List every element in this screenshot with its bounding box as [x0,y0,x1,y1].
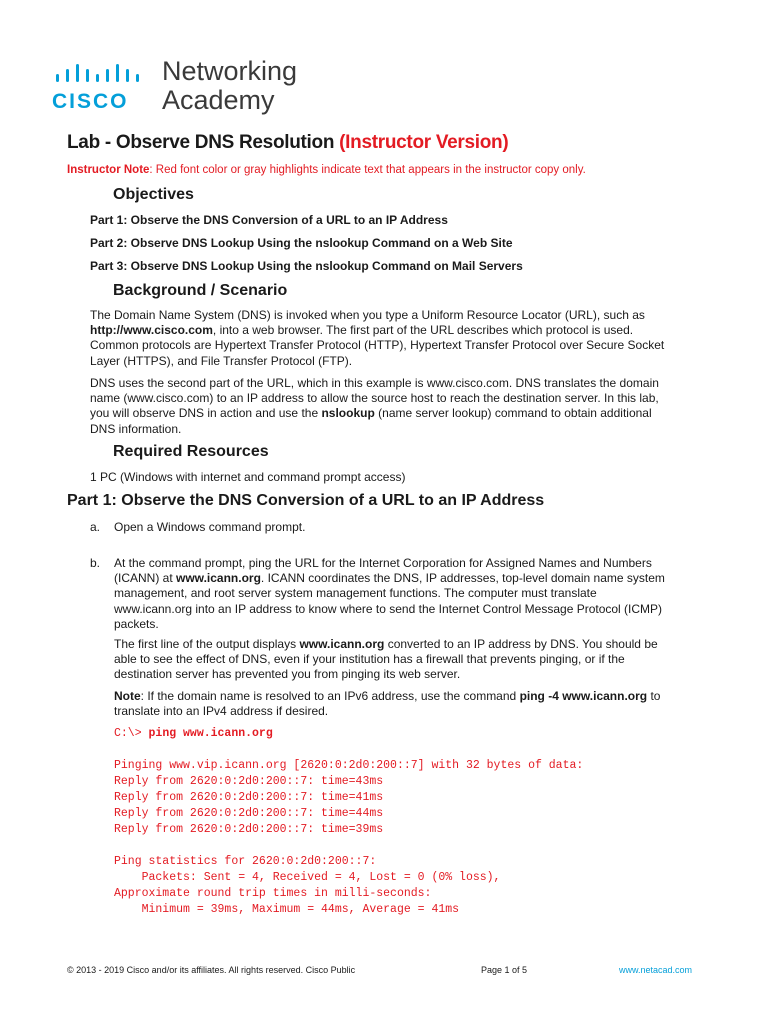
page-title [67,132,508,154]
note-command: ping -4 www.icann.org [519,689,648,703]
bg-p1-line3: Common protocols are Hypertext Transfer Protocol (HTTP), Hypertext Transfer Protocol over Secure Socket [90,338,665,353]
console-stats-line: Ping statistics for 2620:0:2d0:200::7: [114,855,377,868]
part1-heading: Part 1: Observe the DNS Conversion of a URL to an IP Address [67,492,545,509]
bg-p2-line1: DNS uses the second part of the URL, which in this example is www.cisco.com. DNS translates the domain [90,376,659,390]
first-line-l2: able to see the effect of DNS, even if your institution has a firewall that prevents pinging, or if the [114,652,625,667]
console-command: ping www.icann.org [148,727,273,740]
bg-p2-line3c: (name server lookup) command to obtain additional [378,406,652,421]
logo-academy-text: Academy [162,85,275,115]
bg-p1-line2-text: , into a web browser. The first part of the URL describes which protocol is used. [212,323,634,338]
background-paragraph-1 [90,308,710,369]
objective-part-3: Part 3: Observe DNS Lookup Using the nslookup Command on Mail Servers [90,259,523,273]
note-label: Note [114,689,141,703]
instructor-note-text: : Red font color or gray highlights indicate text that appears in the instructor copy only. [149,164,586,176]
console-line: Pinging www.vip.icann.org [2620:0:2d0:200::7] with 32 bytes of data: [114,759,584,772]
note-s1: : If the domain name is resolved to an IPv6 address, use the command [140,689,517,703]
console-stats-line: Minimum = 39ms, Maximum = 44ms, Average = 41ms [114,903,460,916]
console-stats-line: Approximate round trip times in milli-seconds: [114,887,432,900]
objective-part-2: Part 2: Observe DNS Lookup Using the nslookup Command on a Web Site [90,236,513,250]
first-line-l1 [114,637,714,652]
step-b-line2c: . ICANN coordinates the DNS, IP addresses, top-level domain name system [260,571,665,586]
step-b-line3: management, and root server system management functions. The computer must translate [114,586,597,601]
step-b-line2a: (ICANN) at [114,571,173,586]
background-heading: Background / Scenario [113,282,288,299]
cisco-bars-icon [54,64,154,88]
bg-p1-line2 [90,323,710,338]
resources-item: 1 PC (Windows with internet and command prompt access) [90,470,406,484]
first-line-paragraph [114,637,714,683]
console-line: Reply from 2620:0:2d0:200::7: time=39ms [114,823,384,836]
console-stats-line: Packets: Sent = 4, Received = 4, Lost = 0 (0% loss), [114,871,501,884]
note-line1 [114,689,714,704]
title-version: (Instructor Version) [339,132,509,153]
step-a-text: Open a Windows command prompt. [114,520,306,534]
bg-p1-line4: Layer (HTTPS), and File Transfer Protocol (FTP). [90,353,353,368]
note-line2: translate into an IPv4 address if desired. [114,704,329,719]
step-b-line1: At the command prompt, ping the URL for the Internet Corporation for Assigned Names and Numbers [114,556,652,570]
step-b-marker: b. [90,556,101,570]
instructor-note [67,164,586,176]
console-stats-block [114,854,500,918]
step-a-marker: a. [90,520,101,534]
bg-p2-nslookup: nslookup [321,406,375,421]
step-b-line4: www.icann.org into an IP address to know where to send the Internet Control Message Protocol (ICMP) [114,601,663,616]
first-line-l3: destination server has prevented you from pinging its web server. [114,667,461,682]
objective-part-1: Part 1: Observe the DNS Conversion of a URL to an IP Address [90,213,448,227]
bg-p2-line4: DNS information. [90,421,182,436]
background-paragraph-2 [90,376,710,437]
first-line-s1: The first line of the output displays [114,637,297,651]
step-b-text [114,556,714,632]
bg-p2-line3 [90,406,710,421]
resources-heading: Required Resources [113,443,269,460]
step-b-icann: www.icann.org [176,571,261,586]
bg-p1-url: http://www.cisco.com [90,323,213,338]
step-b-line2 [114,571,714,586]
console-line: Reply from 2620:0:2d0:200::7: time=43ms [114,775,384,788]
bg-p2-line2: name (www.cisco.com) to an IP address to allow the source host to reach the destination server. In this lab, [90,391,659,406]
footer-copyright: © 2013 - 2019 Cisco and/or its affiliates. All rights reserved. Cisco Public [67,965,356,975]
first-line-s3: converted to an IP address by DNS. You should be [387,637,658,651]
objectives-heading: Objectives [113,186,194,203]
footer-page-number: Page 1 of 5 [481,965,528,975]
title-main: Lab - Observe DNS Resolution [67,132,335,153]
footer-site-link[interactable]: www.netacad.com [619,965,693,975]
cisco-wordmark: CISCO [52,90,129,113]
cisco-networking-academy-logo [52,56,312,118]
console-output-block [114,758,583,838]
bg-p2-line3a: you will observe DNS in action and use the [90,406,319,421]
first-line-icann: www.icann.org [299,637,385,651]
console-line: Reply from 2620:0:2d0:200::7: time=41ms [114,791,384,804]
logo-networking-text: Networking [162,56,298,86]
console-command-line [114,726,273,742]
instructor-note-label: Instructor Note [67,164,150,176]
console-prompt: C:\> [114,727,142,740]
step-b-line5: packets. [114,616,159,631]
note-paragraph [114,689,714,719]
console-line: Reply from 2620:0:2d0:200::7: time=44ms [114,807,384,820]
bg-p1-line1: The Domain Name System (DNS) is invoked when you type a Uniform Resource Locator (URL), such as [90,308,645,322]
note-s3: to [650,689,661,703]
